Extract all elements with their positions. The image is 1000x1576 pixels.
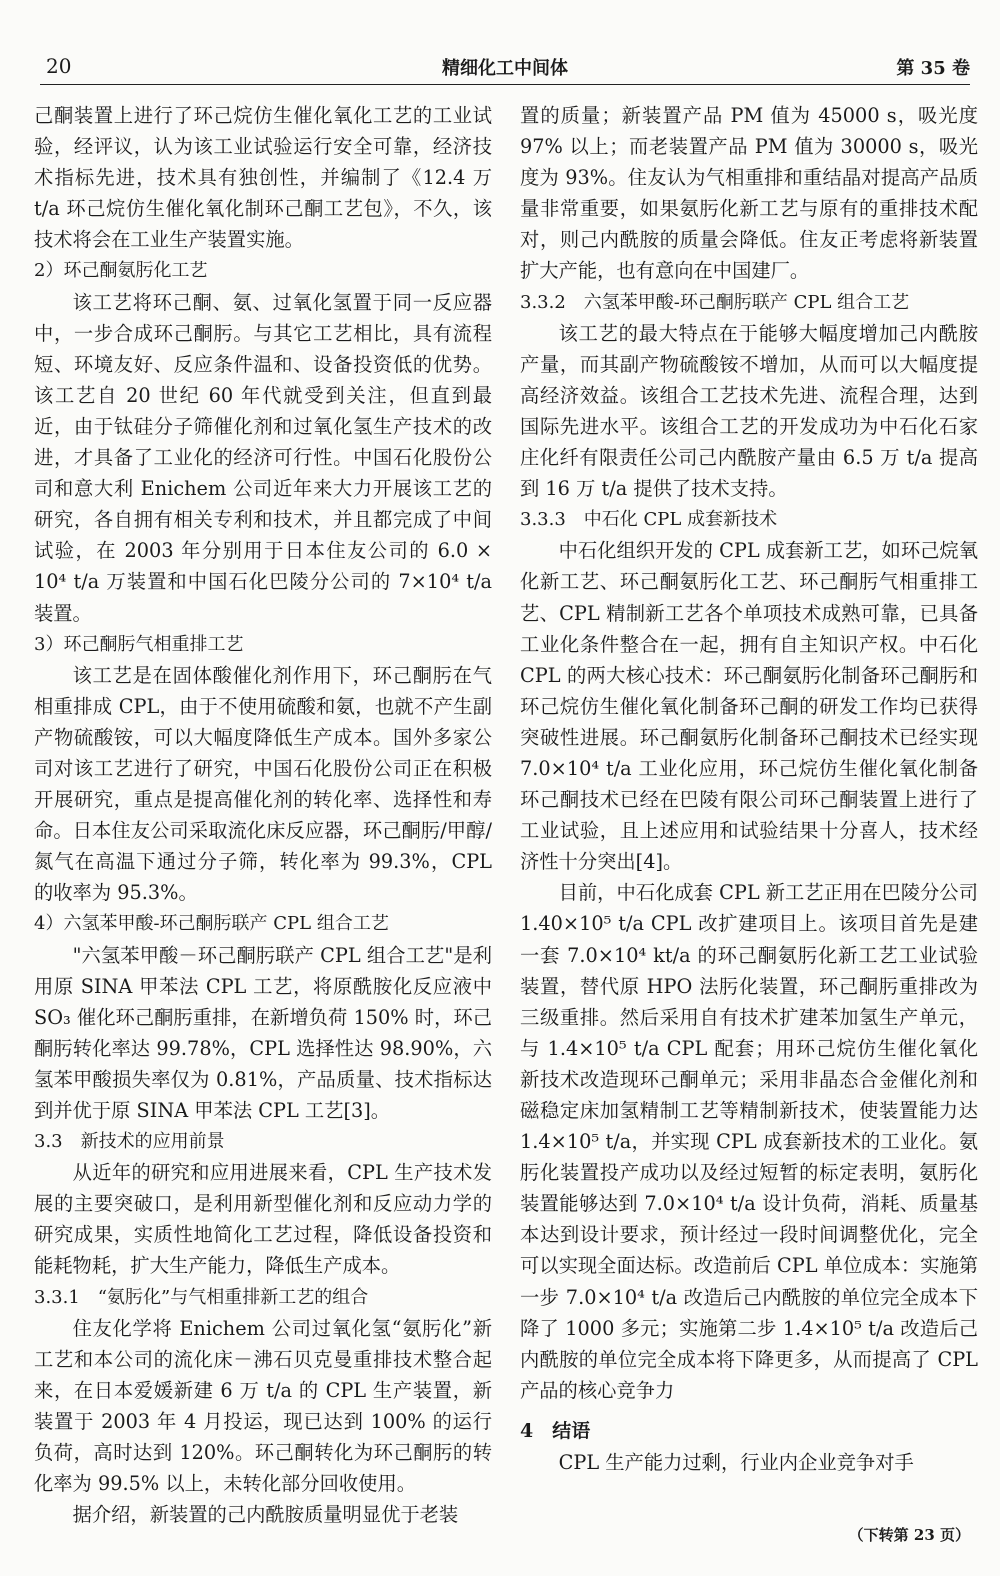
subsection-heading: 4）六氢苯甲酸-环己酮肟联产 CPL 组合工艺 (34, 913, 389, 935)
subsection-heading: 2）环己酮氨肟化工艺 (34, 260, 208, 282)
right-column (520, 100, 978, 1478)
paragraph: 该工艺是在固体酸催化剂作用下，环己酮肟在气相重排成 CPL，由于不使用硫酸和氨，也就不产生副产物硫酸铵，可以大幅度降低生产成本。国外多家公司对该工艺进行了研究，中国石化股份公司正在积极开展研究，重点是提高催化剂的转化率、选择性和寿命。日本住友公司采取流化床反应器，环己酮肟/甲醇/氮气在高温下通过分子筛，转化率为 99.3%，CPL 的收率为 95.3%。 (34, 663, 492, 905)
continued-note: （下转第 23 页） (848, 1526, 970, 1544)
paragraph: 住友化学将 Enichem 公司过氧化氢“氨肟化”新工艺和本公司的流化床－沸石贝克曼重排技术整合起来，在日本爱媛新建 6 万 t/a 的 CPL 生产装置，新装置于 2003 年 4 月投运，现已达到 100% 的运行负荷，高时达到 120%。环己酮转化为环己酮肟的转化率为 99.5% 以上，未转化部分回收使用。 (34, 1316, 492, 1496)
subsection-heading: 3）环己酮肟气相重排工艺 (34, 633, 244, 655)
subsection-heading: 3.3.3 中石化 CPL 成套新技术 (520, 509, 778, 531)
paragraph: 该工艺的最大特点在于能够大幅度增加己内酰胺产量，而其副产物硫酸铵不增加，从而可以大幅度提高经济效益。该组合工艺技术先进、流程合理，达到国际先进水平。该组合工艺的开发成功为中石化石家庄化纤有限责任公司己内酰胺产量由 6.5 万 t/a 提高到 16 万 t/a 提供了技术支持。 (520, 321, 978, 501)
subsection-heading: 3.3.2 六氢苯甲酸-环己酮肟联产 CPL 组合工艺 (520, 291, 910, 313)
journal-title: 精细化工中间体 (442, 58, 568, 79)
header-rule (40, 84, 970, 85)
paragraph: 中石化组织开发的 CPL 成套新工艺，如环己烷氧化新工艺、环己酮氨肟化工艺、环己酮肟气相重排工艺、CPL 精制新工艺各个单项技术成熟可靠，已具备工业化条件整合在一起，拥有自主知识产权。中石化 CPL 的两大核心技术：环己酮氨肟化制备环己酮肟和环己烷仿生催化氧化制备环己酮的研发工作均已获得突破性进展。环己酮氨肟化制备环己酮技术已经实现 7.0×10⁴ t/a 工业化应用，环己烷仿生催化氧化制备环己酮技术已经在巴陵有限公司环己酮装置上进行了工业试验，且上述应用和试验结果十分喜人，技术经济性十分突出[4]。 (520, 539, 978, 874)
paragraph: 该工艺将环己酮、氨、过氧化氢置于同一反应器中，一步合成环己酮肟。与其它工艺相比，具有流程短、环境友好、反应条件温和、设备投资低的优势。该工艺自 20 世纪 60 年代就受到关注，但直到最近，由于钛硅分子筛催化剂和过氧化氢生产技术的改进，才具备了工业化的经济可行性。中国石化股份公司和意大利 Enichem 公司近年来大力开展该工艺的研究，各自拥有相关专利和技术，并且都完成了中间试验，在 2003 年分别用于日本住友公司的 6.0 × 10⁴ t/a 万装置和中国石化巴陵分公司的 7×10⁴ t/a 装置。 (34, 290, 492, 625)
subsection-heading: 3.3.1 “氨肟化”与气相重排新工艺的组合 (34, 1286, 369, 1308)
left-column (34, 100, 492, 1530)
paragraph: "六氢苯甲酸－环己酮肟联产 CPL 组合工艺"是利用原 SINA 甲苯法 CPL 工艺，将原酰胺化反应液中 SO₃ 催化环己酮肟重排，在新增负荷 150% 时，环己酮肟转化率达 99.78%，CPL 选择性达 98.90%，六氢苯甲酸损失率仅为 0.81%，产品质量、技术指标达到并优于原 SINA 甲苯法 CPL 工艺[3]。 (34, 943, 492, 1122)
subsection-heading: 3.3 新技术的应用前景 (34, 1131, 225, 1153)
paragraph: 据介绍，新装置的己内酰胺质量明显优于老装 (72, 1503, 459, 1527)
volume-label: 第 35 卷 (896, 58, 970, 79)
paragraph: 目前，中石化成套 CPL 新工艺正用在巴陵分公司 1.40×10⁵ t/a CPL 改扩建项目上。该项目首先是建一套 7.0×10⁴ kt/a 的环己酮氨肟化新工艺工业试验装置，替代原 HPO 法肟化装置，环己酮肟重排改为三级重排。然后采用自有技术扩建苯加氢生产单元，与 1.4×10⁵ t/a CPL 配套；用环己烷仿生催化氧化新技术改造现环己酮单元；采用非晶态合金催化剂和磁稳定床加氢精制工艺等精制新技术，使装置能力达 1.4×10⁵ t/a，并实现 CPL 成套新技术的工业化。氨肟化装置投产成功以及经过短暂的标定表明，氨肟化装置能够达到 7.0×10⁴ t/a 设计负荷，消耗、质量基本达到设计要求，预计经过一段时间调整优化，完全可以实现全面达标。改造前后 CPL 单位成本：实施第一步 7.0×10⁴ t/a 改造后己内酰胺的单位完全成本下降了 1000 多元；实施第二步 1.4×10⁵ t/a 改造后己内酰胺的单位完全成本将下降更多，从而提高了 CPL 产品的核心竞争力 (520, 881, 978, 1402)
paragraph: 置的质量；新装置产品 PM 值为 45000 s，吸光度 97% 以上；而老装置产品 PM 值为 30000 s，吸光度为 93%。住友认为气相重排和重结晶对提高产品质量非常重要，如果氨肟化新工艺与原有的重排技术配对，则己内酰胺的质量会降低。住友正考虑将新装置扩大产能，也有意向在中国建厂。 (520, 104, 978, 283)
paragraph: 己酮装置上进行了环己烷仿生催化氧化工艺的工业试验，经评议，认为该工业试验运行安全可靠，经济技术指标先进，技术具有独创性，并编制了《12.4 万 t/a 环己烷仿生催化氧化制环己酮工艺包》，不久，该技术将会在工业生产装置实施。 (34, 104, 492, 252)
paragraph: CPL 生产能力过剩，行业内企业竞争对手 (558, 1451, 914, 1475)
page-header (40, 48, 970, 82)
page-number: 20 (46, 54, 72, 78)
paragraph: 从近年的研究和应用进展来看，CPL 生产技术发展的主要突破口，是利用新型催化剂和反应动力学的研究成果，实质性地简化工艺过程，降低设备投资和能耗物耗，扩大生产能力，降低生产成本。 (34, 1161, 492, 1278)
section-heading: 4 结语 (520, 1419, 591, 1442)
